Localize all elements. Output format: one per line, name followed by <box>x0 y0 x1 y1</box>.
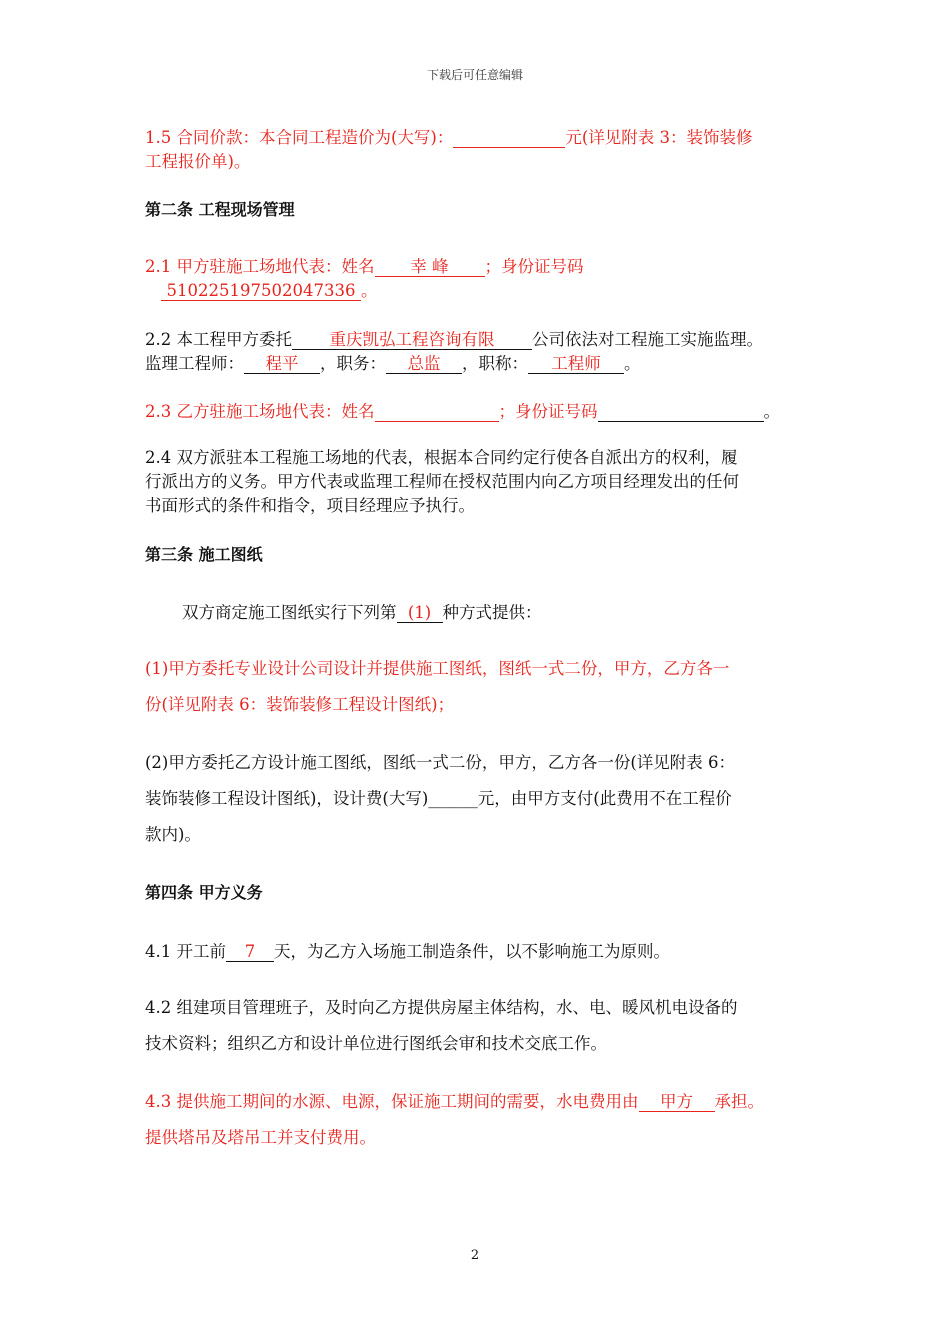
contract-price-blank[interactable] <box>453 129 565 148</box>
article-2-title: 第二条 工程现场管理 <box>145 200 295 219</box>
clause-4-3 <box>145 1084 845 1156</box>
clause-2-3 <box>145 400 845 424</box>
clause-1-5-line2: 工程报价单)。 <box>145 152 251 171</box>
party-b-rep-name-blank[interactable] <box>375 403 499 422</box>
clause-2-4-line1: 2.4 双方派驻本工程施工场地的代表，根据本合同约定行使各自派出方的权利，履 <box>145 448 738 467</box>
clause-4-3-post: 承担。 <box>714 1092 764 1111</box>
clause-2-3-end: 。 <box>763 402 780 421</box>
clause-2-3-prefix: 2.3 乙方驻施工场地代表：姓名 <box>145 402 375 421</box>
party-b-rep-id-blank[interactable] <box>598 403 764 422</box>
clause-4-1-prefix: 4.1 开工前 <box>145 942 226 961</box>
option-2-line1: (2)甲方委托乙方设计施工图纸，图纸一式二份，甲方，乙方各一份(详见附表 6： <box>145 753 736 772</box>
clause-2-2 <box>145 328 845 376</box>
clause-1-5-prefix: 1.5 合同价款：本合同工程造价为(大写)： <box>145 128 454 147</box>
clause-2-1-mid: ；身份证号码 <box>484 257 584 276</box>
clause-4-3-line2: 提供塔吊及塔吊工并支付费用。 <box>145 1128 376 1147</box>
clause-2-1 <box>145 255 845 303</box>
supervising-engineer[interactable]: 程平 <box>244 355 320 374</box>
drawing-method-choice[interactable]: (1) <box>397 604 443 623</box>
clause-2-2-prefix: 2.2 本工程甲方委托 <box>145 330 292 349</box>
clause-2-4-line2: 行派出方的义务。甲方代表或监理工程师在授权范围内向乙方项目经理发出的任何 <box>145 472 739 491</box>
party-a-rep-name[interactable]: 幸 峰 <box>375 258 485 277</box>
option-1-line1: (1)甲方委托专业设计公司设计并提供施工图纸，图纸一式二份，甲方，乙方各一 <box>145 659 730 678</box>
clause-2-4 <box>145 446 845 518</box>
clause-1-5-suffix: 元(详见附表 3：装饰装修 <box>565 128 753 147</box>
clause-2-1-prefix: 2.1 甲方驻施工场地代表：姓名 <box>145 257 375 276</box>
party-a-rep-id-number[interactable]: 510225197502047336 <box>161 282 361 301</box>
clause-2-3-mid: ；身份证号码 <box>498 402 598 421</box>
clause-3-intro-prefix: 双方商定施工图纸实行下列第 <box>182 603 397 622</box>
engineer-title[interactable]: 工程师 <box>528 355 624 374</box>
title-label: ，职称： <box>462 354 528 373</box>
clause-1-5 <box>145 126 845 174</box>
article-3-title: 第三条 施工图纸 <box>145 545 263 564</box>
page-number: 2 <box>470 1248 480 1263</box>
clause-4-1 <box>145 940 845 964</box>
article-4-title: 第四条 甲方义务 <box>145 883 263 902</box>
option-2-line2: 装饰装修工程设计图纸)，设计费(大写)______元，由甲方支付(此费用不在工程价 <box>145 789 732 808</box>
clause-4-2-line1: 4.2 组建项目管理班子，及时向乙方提供房屋主体结构，水、电、暖风机电设备的 <box>145 998 738 1017</box>
supervision-company[interactable]: 重庆凯弘工程咨询有限 <box>292 331 532 350</box>
clause-4-2 <box>145 990 845 1062</box>
clause-2-1-end: 。 <box>361 281 378 300</box>
position-label: ，职务： <box>320 354 386 373</box>
clause-4-2-line2: 技术资料；组织乙方和设计单位进行图纸会审和技术交底工作。 <box>145 1034 607 1053</box>
prep-days[interactable]: 7 <box>226 943 274 962</box>
clause-4-1-post: 天，为乙方入场施工制造条件，以不影响施工为原则。 <box>274 942 670 961</box>
engineer-position[interactable]: 总监 <box>386 355 462 374</box>
page-header: 下载后可任意编辑 <box>426 68 523 82</box>
clause-3-intro <box>182 601 882 625</box>
engineer-label: 监理工程师： <box>145 354 244 373</box>
clause-2-4-line3: 书面形式的条件和指令，项目经理应予执行。 <box>145 496 475 515</box>
clause-2-2-post: 公司依法对工程施工实施监理。 <box>532 330 763 349</box>
option-2-line3: 款内)。 <box>145 825 201 844</box>
clause-3-intro-post: 种方式提供： <box>442 603 542 622</box>
clause-4-3-prefix: 4.3 提供施工期间的水源、电源，保证施工期间的需要，水电费用由 <box>145 1092 639 1111</box>
utility-payer[interactable]: 甲方 <box>639 1093 715 1112</box>
option-2 <box>145 745 845 853</box>
clause-2-2-end: 。 <box>624 354 641 373</box>
option-1 <box>145 651 845 723</box>
option-1-line2: 份(详见附表 6：装饰装修工程设计图纸)； <box>145 695 455 714</box>
